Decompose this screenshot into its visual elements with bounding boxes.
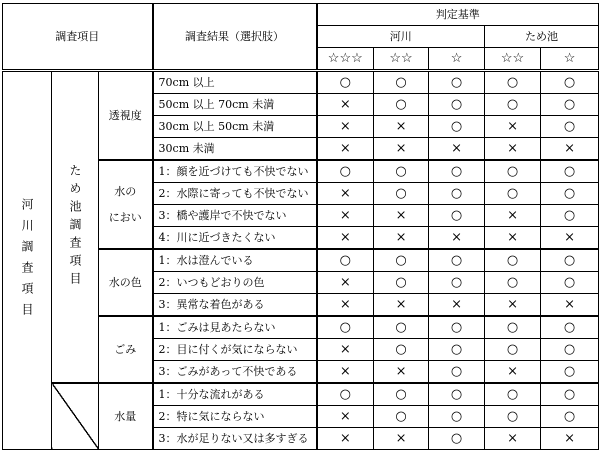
- option-text: 2：いつもどおりの色: [153, 272, 317, 294]
- judgment-mark: ×: [374, 205, 429, 227]
- judgment-mark: ○: [429, 383, 485, 406]
- judgment-mark: ○: [485, 160, 541, 183]
- judgment-mark: ○: [429, 272, 485, 294]
- judgment-mark: ×: [374, 138, 429, 161]
- judgment-mark: ○: [429, 71, 485, 94]
- judgment-mark: ×: [317, 227, 374, 250]
- pond-items-label: ため池調査項目: [52, 71, 99, 384]
- option-text: 2：特に気にならない: [153, 406, 317, 428]
- judgment-mark: ○: [485, 71, 541, 94]
- judgment-mark: ○: [541, 116, 599, 138]
- judgment-mark: ○: [541, 383, 599, 406]
- judgment-mark: ○: [429, 249, 485, 272]
- judgment-mark: ○: [541, 339, 599, 361]
- option-text: 50cm 以上 70cm 未満: [153, 94, 317, 116]
- group-name: [99, 160, 153, 249]
- judgment-mark: ×: [485, 227, 541, 250]
- judgment-mark: ×: [317, 94, 374, 116]
- judgment-mark: ○: [485, 316, 541, 339]
- header-pond-col: ☆☆: [485, 48, 541, 71]
- judgment-mark: ×: [317, 406, 374, 428]
- judgment-mark: ×: [374, 116, 429, 138]
- judgment-mark: ○: [541, 272, 599, 294]
- group-name: [99, 71, 153, 161]
- judgment-mark: ○: [485, 183, 541, 205]
- group-name-line: におい: [108, 210, 142, 224]
- option-text: 70cm 以上: [153, 71, 317, 94]
- judgment-mark: ○: [429, 428, 485, 450]
- judgment-mark: ○: [317, 71, 374, 94]
- judgment-mark: ×: [374, 428, 429, 450]
- judgment-mark: ○: [317, 316, 374, 339]
- option-text: 1：十分な流れがある: [153, 383, 317, 406]
- option-text: 30cm 未満: [153, 138, 317, 161]
- header-survey-item: 調査項目: [3, 4, 153, 71]
- judgment-mark: ×: [429, 138, 485, 161]
- judgment-mark: ○: [541, 406, 599, 428]
- group-name-text: ごみ: [114, 343, 137, 356]
- judgment-mark: ○: [485, 383, 541, 406]
- group-name: [99, 316, 153, 383]
- judgment-mark: ×: [317, 205, 374, 227]
- judgment-mark: ×: [485, 116, 541, 138]
- option-text: 30cm 以上 50cm 未満: [153, 116, 317, 138]
- judgment-mark: ○: [541, 361, 599, 384]
- judgment-mark: ○: [429, 116, 485, 138]
- judgment-mark: ○: [485, 406, 541, 428]
- judgment-mark: ○: [429, 339, 485, 361]
- judgment-mark: ○: [541, 183, 599, 205]
- header-river-col: ☆☆☆: [317, 48, 374, 71]
- option-text: 4：川に近づきたくない: [153, 227, 317, 250]
- judgment-mark: ×: [317, 339, 374, 361]
- option-text: 1：ごみは見あたらない: [153, 316, 317, 339]
- judgment-mark: ×: [485, 294, 541, 317]
- judgment-mark: ○: [374, 316, 429, 339]
- judgment-mark: ○: [429, 183, 485, 205]
- judgment-mark: ×: [374, 227, 429, 250]
- judgment-mark: ○: [541, 249, 599, 272]
- judgment-mark: ○: [317, 160, 374, 183]
- option-text: 1：水は澄んでいる: [153, 249, 317, 272]
- header-pond: ため池: [485, 26, 599, 48]
- group-name: [99, 249, 153, 316]
- judgment-mark: ×: [541, 428, 599, 450]
- option-text: 3：異常な着色がある: [153, 294, 317, 317]
- judgment-mark: ○: [541, 160, 599, 183]
- judgment-mark: ×: [317, 428, 374, 450]
- judgment-mark: ○: [374, 160, 429, 183]
- judgment-mark: ×: [317, 138, 374, 161]
- judgment-mark: ○: [429, 160, 485, 183]
- judgment-mark: ×: [317, 183, 374, 205]
- judgment-mark: ×: [317, 361, 374, 384]
- judgment-mark: ○: [485, 249, 541, 272]
- not-applicable-cell: [52, 383, 99, 450]
- group-name-text: 水量: [114, 410, 137, 423]
- header-criteria: 判定基準: [317, 4, 599, 26]
- judgment-mark: ○: [429, 406, 485, 428]
- judgment-mark: ○: [485, 94, 541, 116]
- table-row: [3, 383, 599, 406]
- option-text: 3：ごみがあって不快である: [153, 361, 317, 384]
- option-text: 2：水際に寄っても不快でない: [153, 183, 317, 205]
- judgment-mark: ×: [374, 361, 429, 384]
- judgment-mark: ×: [317, 272, 374, 294]
- header-river-col: ☆☆: [374, 48, 429, 71]
- judgment-mark: ×: [485, 428, 541, 450]
- group-name-line: 水の: [114, 184, 137, 198]
- judgment-mark: ×: [485, 205, 541, 227]
- option-text: 3：橋や護岸で不快でない: [153, 205, 317, 227]
- judgment-mark: ○: [429, 361, 485, 384]
- judgment-mark: ○: [374, 339, 429, 361]
- judgment-mark: ○: [374, 249, 429, 272]
- judgment-mark: ○: [374, 272, 429, 294]
- judgment-mark: ○: [541, 71, 599, 94]
- judgment-mark: ○: [317, 383, 374, 406]
- judgment-mark: ×: [541, 138, 599, 161]
- option-text: 3：水が足りない又は多すぎる: [153, 428, 317, 450]
- judgment-mark: ×: [374, 294, 429, 317]
- option-text: 1：顔を近づけても不快でない: [153, 160, 317, 183]
- judgment-mark: ×: [485, 361, 541, 384]
- criteria-table: [2, 3, 599, 450]
- header-river-col: ☆: [429, 48, 485, 71]
- judgment-mark: ○: [485, 272, 541, 294]
- group-name: [99, 383, 153, 450]
- river-items-label: 河川調査項目: [3, 71, 52, 450]
- judgment-mark: ○: [541, 316, 599, 339]
- judgment-mark: ○: [541, 94, 599, 116]
- judgment-mark: ○: [485, 339, 541, 361]
- option-text: 2：目に付くが気にならない: [153, 339, 317, 361]
- judgment-mark: ○: [429, 205, 485, 227]
- judgment-mark: ×: [541, 227, 599, 250]
- judgment-mark: ×: [317, 116, 374, 138]
- header-river: 河川: [317, 26, 485, 48]
- judgment-mark: ×: [429, 227, 485, 250]
- judgment-mark: ×: [429, 294, 485, 317]
- judgment-mark: ×: [317, 294, 374, 317]
- judgment-mark: ○: [429, 316, 485, 339]
- judgment-mark: ○: [541, 205, 599, 227]
- judgment-mark: ○: [374, 383, 429, 406]
- judgment-mark: ×: [541, 294, 599, 317]
- judgment-mark: ○: [429, 94, 485, 116]
- judgment-mark: ○: [317, 249, 374, 272]
- group-name-text: 透視度: [108, 109, 142, 122]
- header-pond-col: ☆: [541, 48, 599, 71]
- group-name-text: 水の色: [108, 276, 142, 289]
- judgment-mark: ○: [374, 183, 429, 205]
- judgment-mark: ×: [485, 138, 541, 161]
- header-survey-result: 調査結果（選択肢）: [153, 4, 317, 71]
- table-row: [3, 71, 599, 94]
- judgment-mark: ○: [374, 94, 429, 116]
- judgment-mark: ○: [374, 71, 429, 94]
- judgment-mark: ○: [374, 406, 429, 428]
